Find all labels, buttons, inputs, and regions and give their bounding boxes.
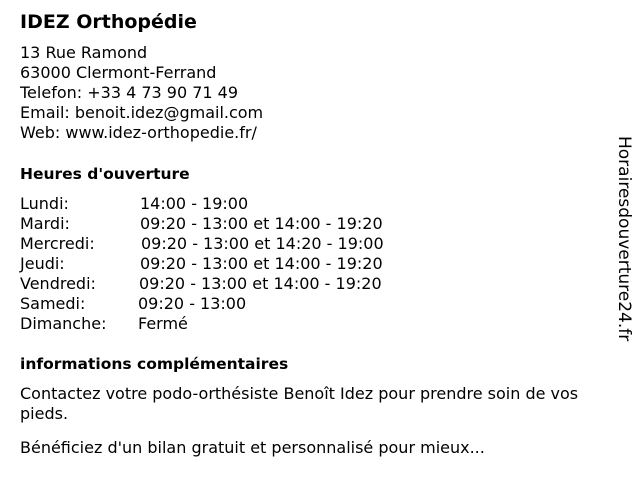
site-watermark-text: Horairesdouverture24.fr bbox=[614, 136, 634, 342]
hours-time-jeudi: 09:20 - 13:00 et 14:00 - 19:20 bbox=[140, 254, 383, 273]
hours-day-vendredi: Vendredi: bbox=[20, 274, 96, 293]
hours-time-mardi: 09:20 - 13:00 et 14:00 - 19:20 bbox=[140, 214, 383, 233]
hours-day-lundi: Lundi: bbox=[20, 194, 69, 213]
info-paragraph: Contactez votre podo-orthésiste Benoît Idez pour prendre soin de vos pieds. bbox=[20, 384, 579, 423]
hours-time-lundi: 14:00 - 19:00 bbox=[140, 194, 249, 213]
hours-time-vendredi: 09:20 - 13:00 et 14:00 - 19:20 bbox=[139, 274, 382, 293]
business-name: IDEZ Orthopédie bbox=[20, 11, 197, 33]
hours-time-samedi: 09:20 - 13:00 bbox=[138, 294, 247, 313]
contact-block bbox=[20, 43, 263, 143]
address-city: 63000 Clermont-Ferrand bbox=[20, 63, 217, 82]
hours-day-dimanche: Dimanche: bbox=[20, 314, 107, 333]
hours-day-mercredi: Mercredi: bbox=[20, 234, 95, 253]
info-paragraph-truncated: Bénéficiez d'un bilan gratuit et personnalisé pour mieux... bbox=[20, 438, 485, 457]
hours-time-dimanche: Fermé bbox=[138, 314, 188, 333]
website-address: Web: www.idez-orthopedie.fr/ bbox=[20, 123, 257, 142]
email-address: Email: benoit.idez@gmail.com bbox=[20, 103, 264, 122]
site-watermark bbox=[612, 136, 636, 344]
hours-day-jeudi: Jeudi: bbox=[20, 254, 65, 273]
phone-number: Telefon: +33 4 73 90 71 49 bbox=[20, 83, 239, 102]
hours-day-mardi: Mardi: bbox=[20, 214, 70, 233]
hours-day-samedi: Samedi: bbox=[20, 294, 86, 313]
address-street: 13 Rue Ramond bbox=[20, 43, 148, 62]
opening-hours-heading: Heures d'ouverture bbox=[20, 165, 190, 183]
additional-info-heading: informations complémentaires bbox=[20, 355, 289, 373]
hours-time-mercredi: 09:20 - 13:00 et 14:20 - 19:00 bbox=[141, 234, 384, 253]
